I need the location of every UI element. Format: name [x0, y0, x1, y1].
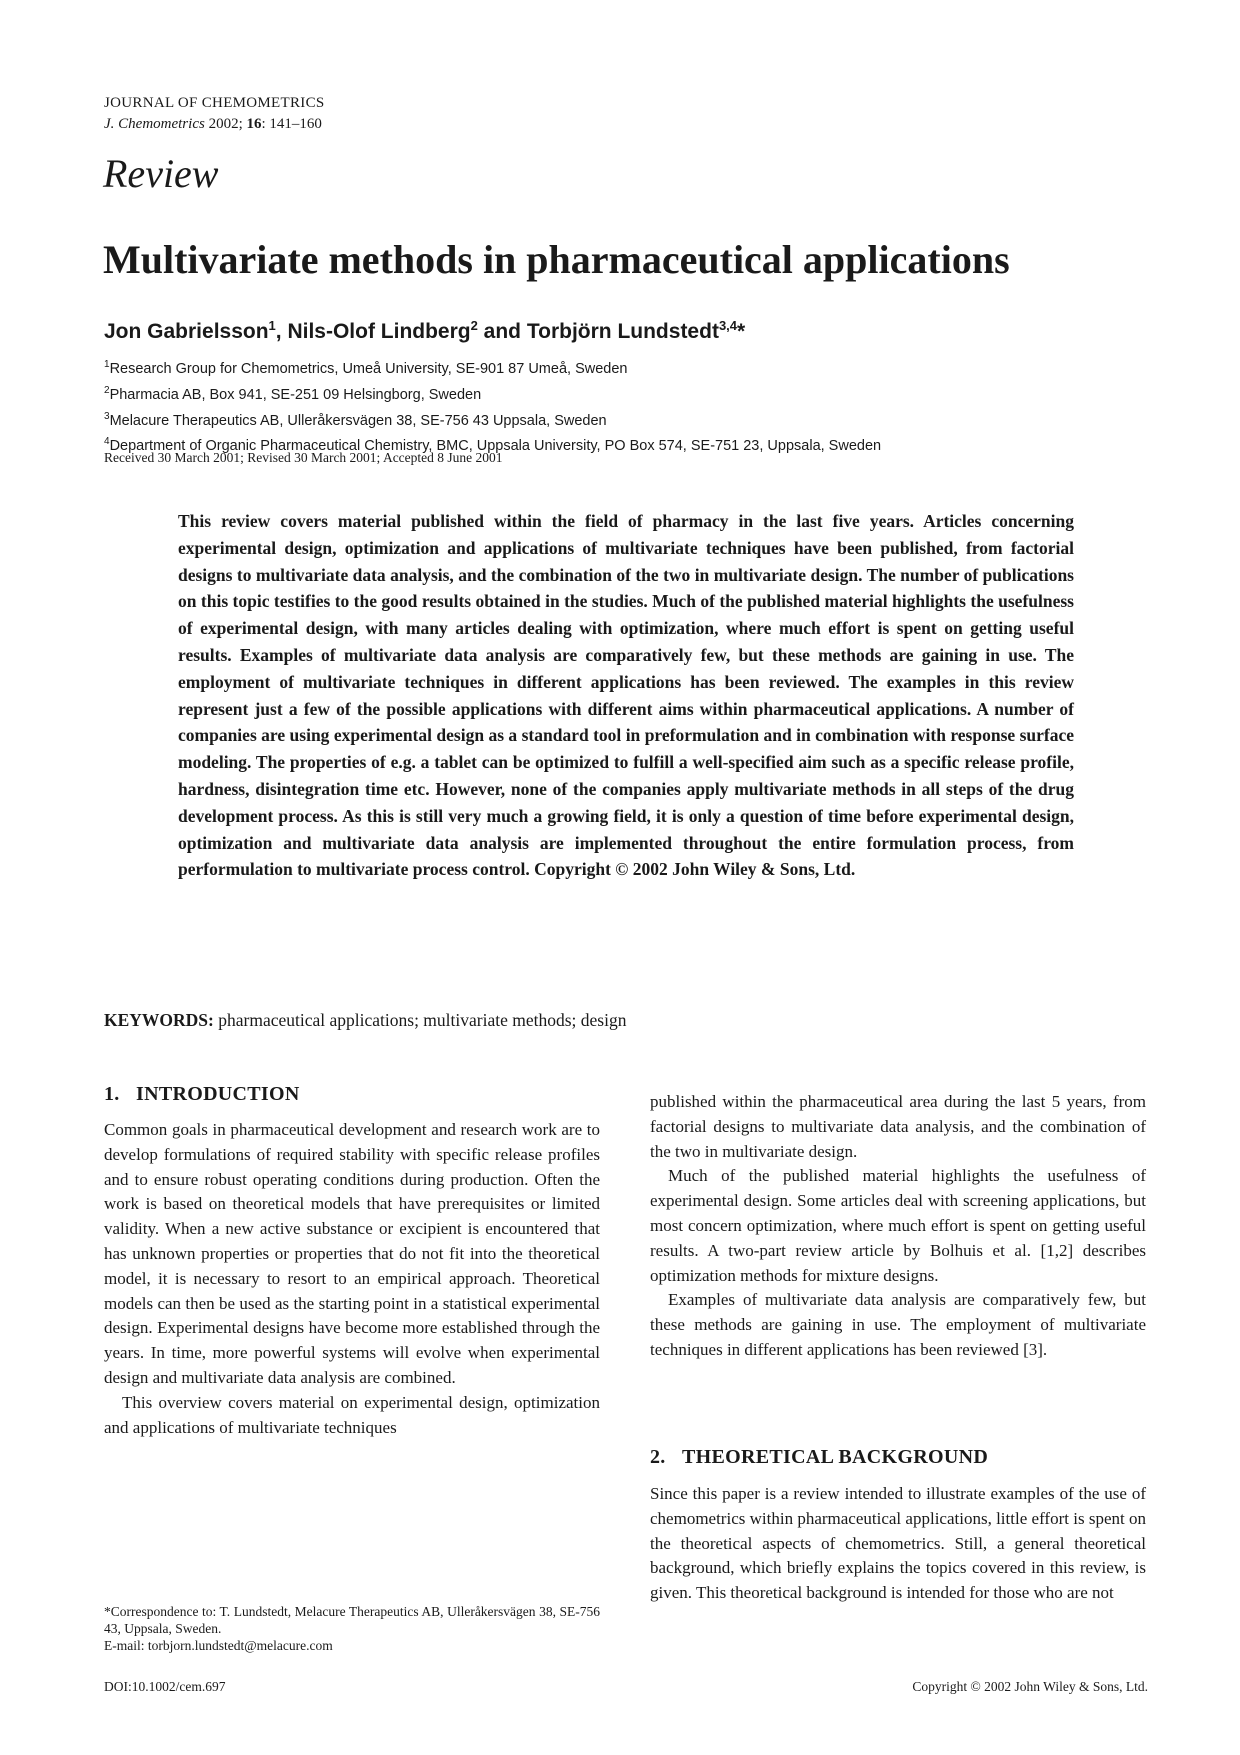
- theory-column: [650, 1482, 1146, 1606]
- section-title: INTRODUCTION: [136, 1083, 300, 1105]
- correspondence-email[interactable]: E-mail: torbjorn.lundstedt@melacure.com: [104, 1638, 333, 1653]
- journal-abbrev: J. Chemometrics: [104, 116, 205, 132]
- affiliation-text: Melacure Therapeutics AB, Ulleråkersvägen 38, SE-756 43 Uppsala, Sweden: [109, 412, 607, 429]
- doi[interactable]: DOI:10.1002/cem.697: [104, 1679, 226, 1694]
- affiliation-text: Department of Organic Pharmaceutical Chemistry, BMC, Uppsala University, PO Box 574, SE-751 23, Uppsala, Sweden: [109, 438, 882, 455]
- corresponding-author-mark: *: [737, 320, 746, 343]
- paragraph: Since this paper is a review intended to illustrate examples of the use of chemometrics within pharmaceutical applications, little effort is spent on the theoretical aspects of chemometrics. Still, a general theoretical background, which briefly explains the topics covered in this review, is given. This theoretical background is intended for those who are not: [650, 1484, 1146, 1603]
- right-column: [650, 1090, 1146, 1363]
- affiliation-text: Research Group for Chemometrics, Umeå University, SE-901 87 Umeå, Sweden: [109, 360, 628, 377]
- section-number: 2.: [650, 1446, 666, 1468]
- affiliation-text: Pharmacia AB, Box 941, SE-251 09 Helsingborg, Sweden: [109, 386, 482, 403]
- affiliation-mark: 1: [104, 359, 110, 370]
- journal-pages: : 141–160: [261, 116, 322, 132]
- author-list: [104, 318, 745, 344]
- paragraph: Much of the published material highlights the usefulness of experimental design. Some articles deal with screening applications, but most concern optimization, where much effort is spent on getting useful results. A two-part review article by Bolhuis et al. [1,2] describes optimization methods for mixture designs.: [650, 1166, 1146, 1285]
- article-title: Multivariate methods in pharmaceutical applications: [103, 237, 1010, 282]
- keywords-text: pharmaceutical applications; multivariate methods; design: [218, 1010, 627, 1030]
- author-name: Nils-Olof Lindberg: [287, 320, 471, 343]
- author-name: Torbjörn Lundstedt: [526, 320, 719, 343]
- author-separator: ,: [275, 320, 288, 343]
- affiliation-mark: 4: [104, 436, 110, 448]
- affiliation-mark: 2: [104, 384, 110, 396]
- author-separator: and: [477, 320, 527, 343]
- affiliation-mark: 3: [104, 410, 110, 422]
- author-affil-mark: 1: [268, 318, 276, 333]
- author-name: Jon Gabrielsson: [104, 320, 269, 343]
- section-heading-theoretical-background: [650, 1446, 988, 1469]
- left-column: [104, 1118, 600, 1440]
- affiliation: [104, 406, 881, 432]
- affiliation-list: [104, 354, 881, 457]
- correspondence-address: *Correspondence to: T. Lundstedt, Melacure Therapeutics AB, Ulleråkersvägen 38, SE-756 43, Uppsala, Sweden.: [104, 1604, 600, 1636]
- affiliation: [104, 380, 881, 406]
- section-heading-introduction: [104, 1083, 300, 1106]
- paragraph: Common goals in pharmaceutical development and research work are to develop formulations of required stability with specific release profiles and to ensure robust operating conditions during production. Often the work is based on theoretical models that have prerequisites or limited validity. When a new active substance or excipient is encountered that has unknown properties or properties that do not fit into the theoretical model, it is necessary to resort to an empirical approach. Theoretical models can then be used as the starting point in a statistical experimental design. Experimental designs have become more established through the years. In time, more powerful systems will evolve when experimental design and multivariate data analysis are combined.: [104, 1120, 600, 1387]
- abstract: This review covers material published within the field of pharmacy in the last five years. Articles concerning experimental design, optimization and applications of multivariate techniques have been published, from factorial designs to multivariate data analysis, and the combination of the two in multivariate design. The number of publications on this topic testifies to the good results obtained in the studies. Much of the published material highlights the usefulness of experimental design, with many articles dealing with optimization, where much effort is spent on getting useful results. Examples of multivariate data analysis are comparatively few, but these methods are gaining in use. The employment of multivariate techniques in different applications has been reviewed. The examples in this review represent just a few of the possible applications with different aims within pharmaceutical applications. A number of companies are using experimental design as a standard tool in preformulation and in combination with response surface modeling. The properties of e.g. a tablet can be optimized to fulfill a well-specified aim such as a specific release profile, hardness, disintegration time etc. However, none of the companies apply multivariate methods in all steps of the drug development process. As this is still very much a growing field, it is only a question of time before experimental design, optimization and multivariate data analysis are implemented throughout the entire formulation process, from performulation to multivariate process control. Copyright © 2002 John Wiley & Sons, Ltd.: [178, 511, 1074, 880]
- keywords-label: KEYWORDS:: [104, 1010, 214, 1030]
- received-dates: Received 30 March 2001; Revised 30 March 2001; Accepted 8 June 2001: [104, 450, 503, 465]
- author-affil-mark: 2: [470, 318, 478, 333]
- footer-copyright: Copyright © 2002 John Wiley & Sons, Ltd.: [912, 1679, 1148, 1694]
- article-type: Review: [103, 151, 219, 196]
- journal-volume: 16: [246, 116, 262, 132]
- paragraph: This overview covers material on experimental design, optimization and applications of multivariate techniques: [104, 1392, 600, 1437]
- journal-year: 2002;: [208, 116, 243, 132]
- journal-name: JOURNAL OF CHEMOMETRICS: [104, 95, 325, 111]
- author-affil-mark: 3,4: [718, 318, 738, 333]
- paragraph: published within the pharmaceutical area during the last 5 years, from factorial designs to multivariate data analysis, and the combination of the two in multivariate design.: [650, 1092, 1146, 1161]
- journal-citation: [104, 116, 322, 133]
- affiliation: [104, 354, 881, 380]
- correspondence-footnote: [104, 1603, 600, 1654]
- section-title: THEORETICAL BACKGROUND: [682, 1446, 989, 1468]
- section-number: 1.: [104, 1083, 120, 1105]
- paragraph: Examples of multivariate data analysis are comparatively few, but these methods are gaining in use. The employment of multivariate techniques in different applications has been reviewed [3].: [650, 1290, 1146, 1359]
- keywords: [104, 1010, 626, 1031]
